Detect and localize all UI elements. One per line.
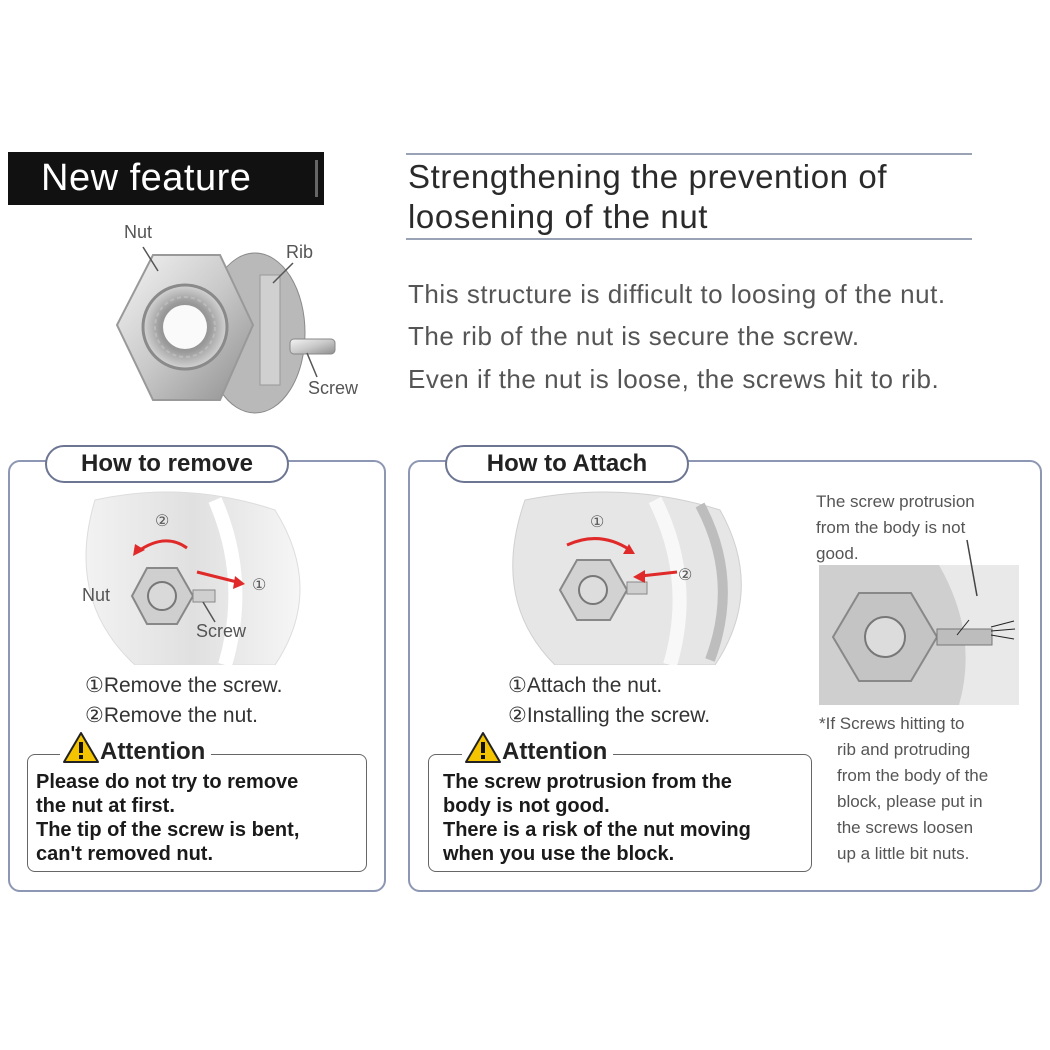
headline-line-2: loosening of the nut bbox=[408, 198, 709, 235]
headline-rule-top bbox=[406, 153, 972, 155]
nut-label: Nut bbox=[124, 222, 153, 242]
caption-line: from the body is not bbox=[816, 518, 966, 537]
attach-attention-line: There is a risk of the nut moving bbox=[443, 819, 751, 841]
caption-line: The screw protrusion bbox=[816, 492, 975, 511]
caption-leader-line bbox=[955, 538, 995, 598]
headline-rule-bottom bbox=[406, 238, 972, 240]
remove-attention-title bbox=[60, 731, 211, 766]
protrusion-caption bbox=[816, 489, 975, 567]
attach-step2-marker: ② bbox=[678, 567, 693, 584]
remove-attention-line: the nut at first. bbox=[36, 795, 175, 817]
note-line: the screws loosen bbox=[837, 818, 974, 837]
note-line: block, please put in bbox=[837, 792, 983, 811]
attach-step1-marker: ① bbox=[590, 514, 605, 531]
protrusion-note bbox=[819, 711, 988, 867]
attach-attention-line: when you use the block. bbox=[443, 843, 675, 865]
remove-step-2: ②Remove the nut. bbox=[85, 704, 258, 727]
how-to-remove-title: How to remove bbox=[45, 445, 289, 483]
remove-attention-line: The tip of the screw is bent, bbox=[36, 819, 300, 841]
remove-step2-marker: ② bbox=[155, 513, 170, 530]
note-line: rib and protruding bbox=[837, 740, 971, 759]
remove-attention-line: Please do not try to remove bbox=[36, 771, 299, 793]
remove-attention-label: Attention bbox=[100, 738, 206, 765]
note-line: *If Screws hitting to bbox=[819, 714, 965, 733]
rib-label: Rib bbox=[286, 242, 314, 262]
remove-screw-label: Screw bbox=[196, 621, 247, 641]
caption-line: good. bbox=[816, 544, 859, 563]
description-line-3: Even if the nut is loose, the screws hit to rib. bbox=[408, 364, 940, 394]
warning-icon bbox=[62, 731, 100, 764]
remove-step-1: ①Remove the screw. bbox=[85, 674, 283, 697]
headline-line-1: Strengthening the prevention of bbox=[408, 158, 888, 195]
warning-icon bbox=[464, 731, 502, 764]
how-to-attach-title: How to Attach bbox=[445, 445, 689, 483]
remove-nut-label: Nut bbox=[82, 585, 111, 605]
screw-label: Screw bbox=[308, 378, 359, 398]
headline bbox=[408, 157, 1008, 237]
remove-step1-marker: ① bbox=[252, 577, 267, 594]
remove-attention-line: can't removed nut. bbox=[36, 843, 214, 865]
attach-step-2: ②Installing the screw. bbox=[508, 704, 711, 727]
note-line: up a little bit nuts. bbox=[837, 844, 970, 863]
attach-attention-label: Attention bbox=[502, 738, 608, 765]
attach-attention-title bbox=[462, 731, 613, 766]
attach-step-1: ①Attach the nut. bbox=[508, 674, 663, 697]
remove-attention-text bbox=[36, 770, 299, 866]
attach-illustration bbox=[505, 490, 750, 665]
new-feature-badge: New feature bbox=[8, 152, 324, 205]
attach-attention-text bbox=[443, 770, 751, 866]
description-line-2: The rib of the nut is secure the screw. bbox=[408, 321, 860, 351]
attach-attention-line: The screw protrusion from the bbox=[443, 771, 732, 793]
description-line-1: This structure is difficult to loosing of the nut. bbox=[408, 279, 946, 309]
note-line: from the body of the bbox=[837, 766, 989, 785]
attach-attention-line: body is not good. bbox=[443, 795, 610, 817]
remove-illustration bbox=[75, 490, 315, 665]
